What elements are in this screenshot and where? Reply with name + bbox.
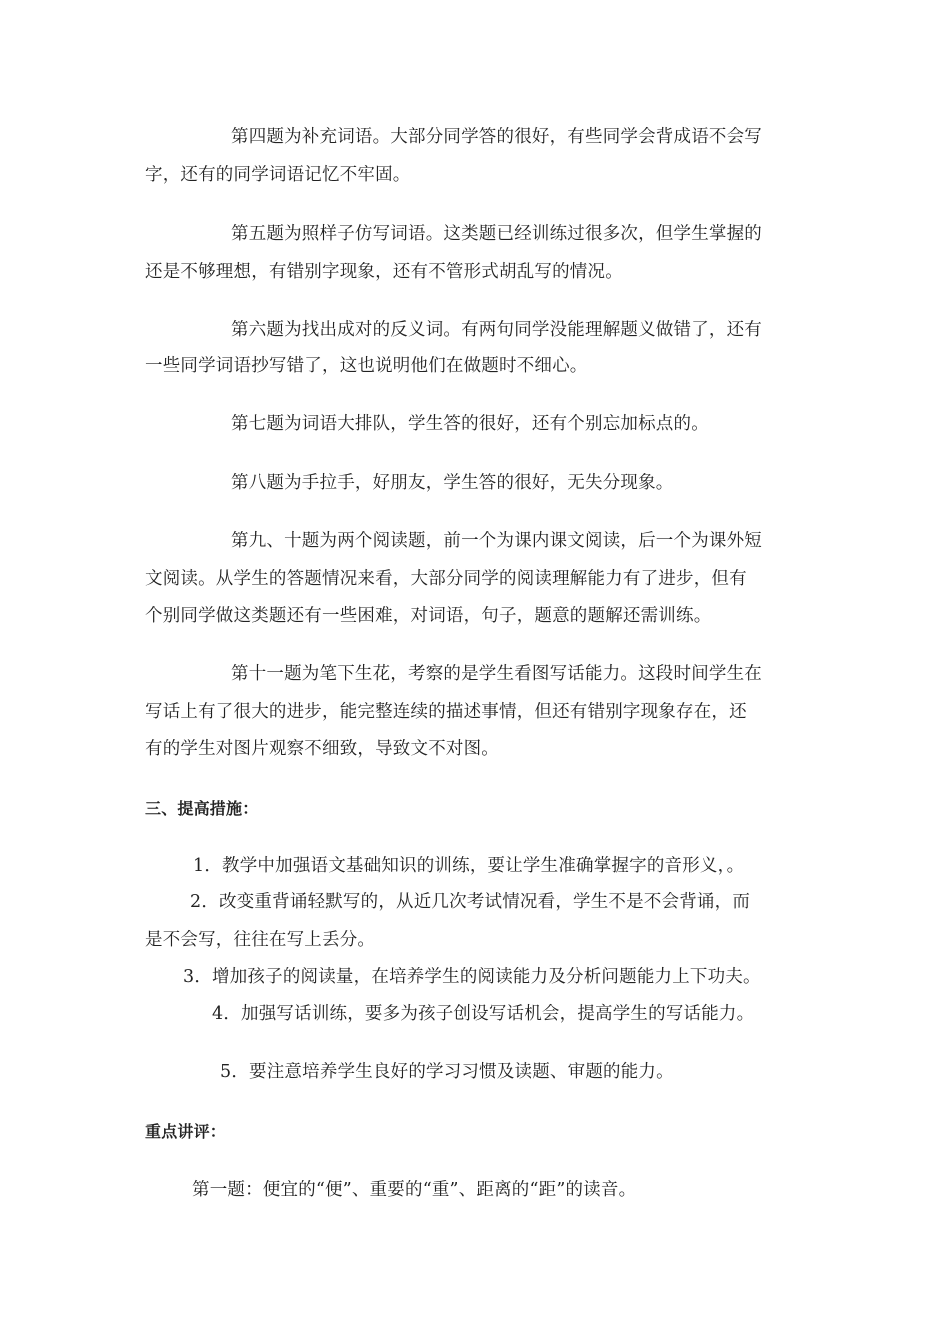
paragraph-line: 第六题为找出成对的反义词。有两句同学没能理解题义做错了，还有 <box>231 320 762 340</box>
paragraph-line: 个别同学做这类题还有一些困难，对词语，句子，题意的题解还需训练。 <box>145 606 712 626</box>
paragraph-line: 文阅读。从学生的答题情况来看，大部分同学的阅读理解能力有了进步，但有 <box>145 569 747 589</box>
paragraph-line: 字，还有的同学词语记忆不牢固。 <box>145 165 411 185</box>
measure-item: 1．教学中加强语文基础知识的训练，要让学生准确掌握字的音形义，。 <box>193 856 745 876</box>
review-item: 第一题：便宜的“便”、重要的“重”、距离的“距”的读音。 <box>192 1180 637 1200</box>
paragraph-line: 第四题为补充词语。大部分同学答的很好，有些同学会背成语不会写 <box>231 127 762 147</box>
measure-item: 4．加强写话训练，要多为孩子创设写话机会，提高学生的写话能力。 <box>212 1004 755 1024</box>
measure-item-continued: 是不会写，往往在写上丢分。 <box>145 930 376 950</box>
paragraph-line: 第十一题为笔下生花，考察的是学生看图写话能力。这段时间学生在 <box>231 664 762 684</box>
measure-item: 5．要注意培养学生良好的学习习惯及读题、审题的能力。 <box>220 1062 674 1082</box>
section-heading-review: 重点讲评： <box>145 1122 227 1141</box>
paragraph-line: 第八题为手拉手，好朋友，学生答的很好，无失分现象。 <box>231 473 674 493</box>
paragraph-line: 一些同学词语抄写错了，这也说明他们在做题时不细心。 <box>145 356 588 376</box>
paragraph-line: 第七题为词语大排队，学生答的很好，还有个别忘加标点的。 <box>231 414 709 434</box>
measure-item: 3．增加孩子的阅读量，在培养学生的阅读能力及分析问题能力上下功夫。 <box>183 967 761 987</box>
section-heading-measures: 三、提高措施： <box>145 799 259 818</box>
paragraph-line: 第五题为照样子仿写词语。这类题已经训练过很多次，但学生掌握的 <box>231 224 762 244</box>
paragraph-line: 第九、十题为两个阅读题，前一个为课内课文阅读，后一个为课外短 <box>231 531 762 551</box>
paragraph-line: 有的学生对图片观察不细致，导致文不对图。 <box>145 739 499 759</box>
measure-item: 2．改变重背诵轻默写的，从近几次考试情况看，学生不是不会背诵，而 <box>190 892 751 912</box>
paragraph-line: 还是不够理想，有错别字现象，还有不管形式胡乱写的情况。 <box>145 262 623 282</box>
paragraph-line: 写话上有了很大的进步，能完整连续的描述事情，但还有错别字现象存在，还 <box>145 702 747 722</box>
